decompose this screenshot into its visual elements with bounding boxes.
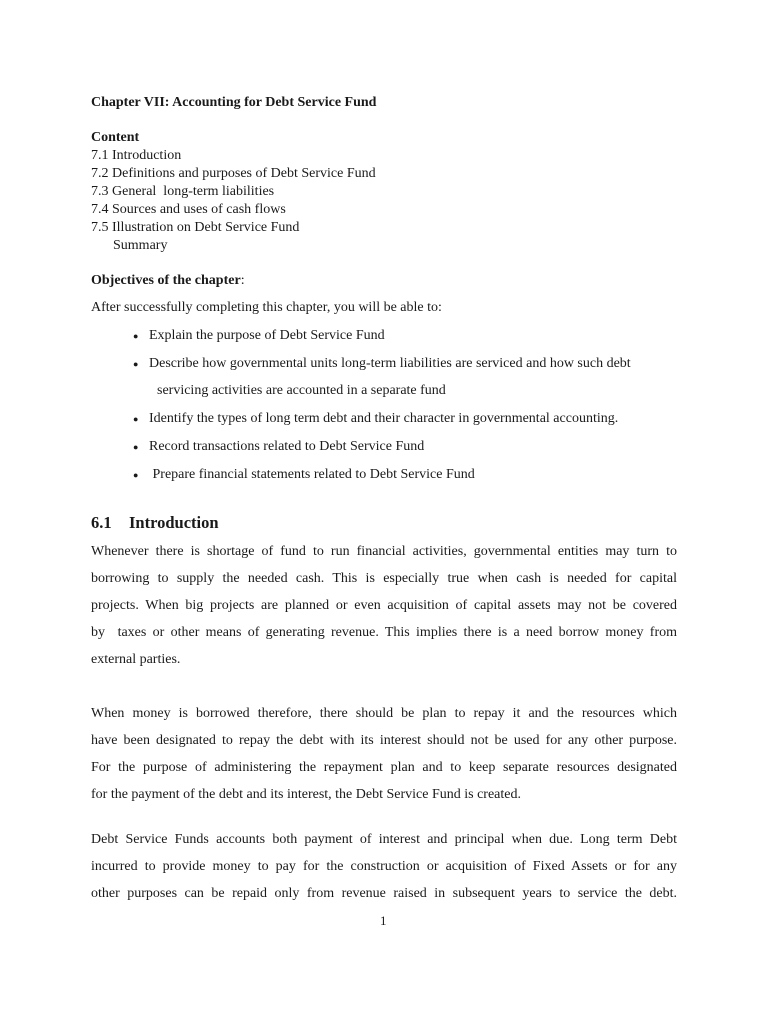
paragraph <box>91 705 677 813</box>
objective-text: Explain the purpose of Debt Service Fund <box>149 328 385 343</box>
bullet-icon: ● <box>133 331 139 341</box>
objective-text: Describe how governmental units long-term liabilities are serviced and how such debt <box>149 356 631 371</box>
content-item: 7.3 General long-term liabilities <box>91 184 275 199</box>
page-number: 1 <box>380 913 387 928</box>
paragraph-line: by taxes or other means of generating revenue. This implies there is a need borrow money from <box>91 625 677 640</box>
paragraph-line: for the payment of the debt and its interest, the Debt Service Fund is created. <box>91 787 521 802</box>
bullet-icon: ● <box>133 414 139 424</box>
objective-text-continuation: servicing activities are accounted in a separate fund <box>157 383 446 398</box>
objectives-heading-text: Objectives of the chapter <box>91 273 241 288</box>
content-item: 7.2 Definitions and purposes of Debt Service Fund <box>91 166 376 181</box>
paragraph-line: When money is borrowed therefore, there should be plan to repay it and the resources which <box>91 706 677 721</box>
paragraph-line: projects. When big projects are planned or even acquisition of capital assets may not be covered <box>91 598 677 613</box>
content-item: 7.5 Illustration on Debt Service Fund <box>91 220 300 235</box>
paragraph-line: other purposes can be repaid only from revenue raised in subsequent years to service the debt. <box>91 886 677 901</box>
paragraph-line: borrowing to supply the needed cash. This is especially true when cash is needed for capital <box>91 571 677 586</box>
paragraph-line: For the purpose of administering the repayment plan and to keep separate resources designated <box>91 760 677 775</box>
paragraph-line: Whenever there is shortage of fund to run financial activities, governmental entities may turn to <box>91 544 677 559</box>
bullet-icon: ● <box>133 470 139 480</box>
bullet-icon: ● <box>133 442 139 452</box>
objectives-intro: After successfully completing this chapter, you will be able to: <box>91 300 442 315</box>
section-number: 6.1 <box>91 513 112 532</box>
objective-text: Record transactions related to Debt Service Fund <box>149 439 425 454</box>
bullet-icon: ● <box>133 359 139 369</box>
objectives-heading <box>91 272 245 290</box>
section-title: Introduction <box>129 513 219 532</box>
content-item-summary: Summary <box>113 238 168 253</box>
objectives-heading-colon: : <box>240 273 245 288</box>
objective-text: Identify the types of long term debt and their character in governmental accounting. <box>149 411 619 426</box>
content-item: 7.1 Introduction <box>91 148 182 163</box>
paragraph-line: incurred to provide money to pay for the construction or acquisition of Fixed Assets or for any <box>91 859 677 874</box>
paragraph-line: external parties. <box>91 652 181 667</box>
objective-text: Prepare financial statements related to Debt Service Fund <box>149 467 475 482</box>
content-item: 7.4 Sources and uses of cash flows <box>91 202 286 217</box>
paragraph-line: have been designated to repay the debt with its interest should not be used for any other purpose. <box>91 733 677 748</box>
paragraph <box>91 831 677 912</box>
paragraph-line: Debt Service Funds accounts both payment of interest and principal when due. Long term Debt <box>91 832 677 847</box>
chapter-title: Chapter VII: Accounting for Debt Service Fund <box>91 95 377 110</box>
paragraph <box>91 543 677 678</box>
content-heading: Content <box>91 130 140 145</box>
section-heading <box>91 513 219 533</box>
